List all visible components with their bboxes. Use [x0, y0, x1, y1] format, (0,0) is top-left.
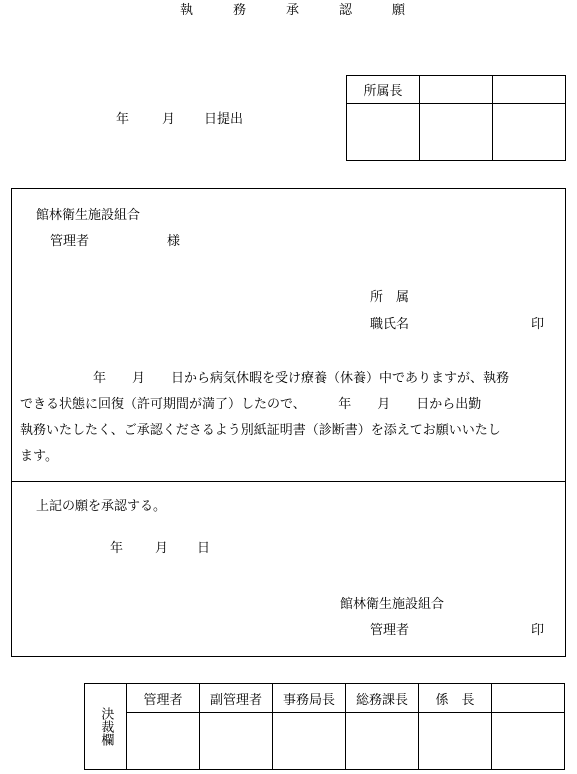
decision-table: [84, 683, 565, 770]
decision-header: 事務局長: [273, 684, 346, 713]
title-char: 承: [286, 3, 300, 18]
decision-header: 管理者: [127, 684, 200, 713]
approval-day: 日: [197, 541, 211, 556]
honorific: 様: [167, 234, 181, 249]
request-body: [20, 366, 565, 470]
decision-stamp-cell[interactable]: [346, 713, 419, 770]
decision-header: 係 長: [419, 684, 492, 713]
section-divider: [11, 481, 566, 482]
affiliation-label: 所 属: [370, 290, 410, 305]
decision-stamp-cell[interactable]: [200, 713, 273, 770]
body-line: ます。: [20, 449, 58, 464]
submit-day-label: 日提出: [204, 112, 244, 127]
decision-stamp-cell[interactable]: [127, 713, 200, 770]
addressee: 管理者: [50, 234, 90, 249]
stamp-cell[interactable]: [420, 76, 493, 104]
body-line: できる状態に回復（許可期間が満了）したので、 年 月 日から出勤: [20, 397, 482, 412]
approval-year: 年: [110, 541, 124, 556]
title-char: 認: [339, 3, 353, 18]
decision-stamp-cell[interactable]: [273, 713, 346, 770]
stamp-cell[interactable]: [420, 104, 493, 161]
approval-statement: 上記の願を承認する。: [36, 499, 167, 514]
submit-year: 年: [116, 112, 130, 127]
submit-month: 月: [162, 112, 176, 127]
approval-month: 月: [155, 541, 169, 556]
body-line: 執務いたしたく、ご承認くださるよう別紙証明書（診断書）を添えてお願いいたし: [20, 423, 501, 438]
stamp-table: [346, 75, 566, 161]
document-title: [180, 4, 445, 17]
approval-org-name: 館林衛生施設組合: [340, 597, 445, 612]
stamp-cell[interactable]: [347, 104, 420, 161]
seal-mark: 印: [531, 317, 545, 332]
decision-header: 総務課長: [346, 684, 419, 713]
body-line: 年 月 日から病気休暇を受け療養（休養）中でありますが、執務: [93, 371, 510, 386]
title-char: 務: [233, 3, 247, 18]
decision-row-label: 決裁欄: [85, 684, 127, 770]
stamp-header: 所属長: [347, 76, 420, 104]
decision-header: [492, 684, 565, 713]
name-label: 職氏名: [370, 317, 410, 332]
approval-manager: 管理者: [370, 623, 410, 638]
org-name: 館林衛生施設組合: [36, 208, 141, 223]
stamp-cell[interactable]: [493, 104, 566, 161]
approval-seal: 印: [531, 623, 545, 638]
stamp-cell[interactable]: [493, 76, 566, 104]
title-char: 願: [392, 3, 406, 18]
decision-stamp-cell[interactable]: [419, 713, 492, 770]
title-char: 執: [180, 3, 194, 18]
decision-header: 副管理者: [200, 684, 273, 713]
decision-stamp-cell[interactable]: [492, 713, 565, 770]
